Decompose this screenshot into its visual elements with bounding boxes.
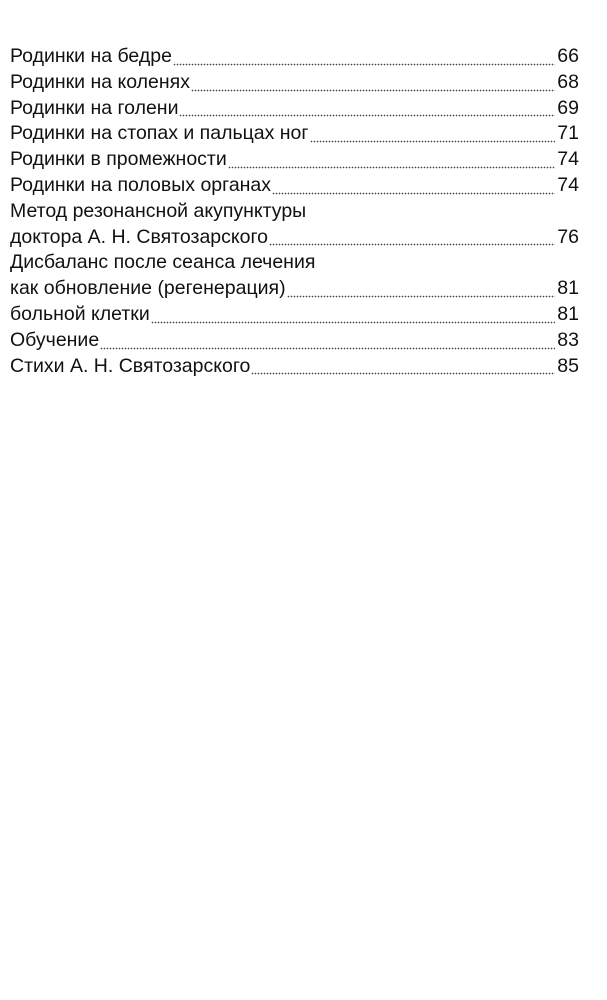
toc-title: как обновление (регенерация) (10, 277, 286, 300)
toc-page-number: 76 (557, 225, 579, 248)
toc-line (10, 276, 579, 302)
toc-title: Родинки на половых органах (10, 173, 272, 196)
toc-page-number: 66 (557, 45, 579, 67)
toc-title: Родинки на коленях (10, 70, 190, 93)
toc-line (10, 121, 579, 147)
toc-page-number: 69 (557, 96, 579, 119)
dot-leader (100, 345, 555, 350)
toc-title: Родинки на стопах и пальцах ног (10, 122, 309, 145)
toc-page-number: 85 (557, 354, 579, 377)
toc-entry-diseased-cell[interactable] (10, 302, 579, 328)
dot-leader (179, 112, 555, 117)
toc-page-number: 74 (557, 148, 579, 171)
dot-leader (287, 293, 556, 298)
toc-line (10, 96, 579, 122)
toc-line (10, 328, 579, 354)
toc-line (10, 225, 579, 251)
toc-page-number: 83 (557, 328, 579, 351)
toc-title: доктора А. Н. Святозарского (10, 225, 269, 248)
toc-page-number: 74 (557, 173, 579, 196)
toc-line (10, 250, 579, 276)
toc-line (10, 147, 579, 173)
toc-title: Обучение (10, 328, 100, 351)
toc-entry-training[interactable] (10, 328, 579, 354)
dot-leader (228, 164, 556, 169)
toc-line (10, 302, 579, 328)
toc-page-number: 71 (557, 122, 579, 145)
dot-leader (269, 241, 555, 246)
toc-entry-resonance-acupuncture[interactable] (10, 199, 579, 251)
toc-line (10, 199, 579, 225)
toc-entry-moles-knees[interactable] (10, 70, 579, 96)
table-of-contents (10, 44, 579, 379)
toc-title: больной клетки (10, 302, 150, 325)
toc-line (10, 354, 579, 380)
toc-line (10, 70, 579, 96)
toc-line (10, 173, 579, 199)
dot-leader (251, 370, 555, 375)
toc-entry-moles-perineum[interactable] (10, 147, 579, 173)
toc-title: Метод резонансной акупунктуры (10, 199, 307, 222)
toc-entry-moles-feet-toes[interactable] (10, 121, 579, 147)
toc-entry-poems[interactable] (10, 354, 579, 380)
toc-title: Стихи А. Н. Святозарского (10, 354, 251, 377)
dot-leader (191, 87, 555, 92)
toc-entry-moles-thigh[interactable] (10, 44, 579, 70)
toc-title: Родинки на голени (10, 96, 179, 119)
toc-page-number: 81 (557, 277, 579, 300)
toc-page-number: 81 (557, 302, 579, 325)
toc-entry-moles-shin[interactable] (10, 96, 579, 122)
toc-title: Родинки в промежности (10, 148, 227, 171)
toc-entry-imbalance-after-session[interactable] (10, 250, 579, 302)
toc-line (10, 44, 579, 70)
dot-leader (310, 138, 556, 143)
toc-entry-moles-genitals[interactable] (10, 173, 579, 199)
toc-title: Родинки на бедре (10, 45, 172, 67)
toc-title: Дисбаланс после сеанса лечения (10, 251, 316, 274)
dot-leader (173, 61, 555, 66)
toc-page-number: 68 (557, 70, 579, 93)
dot-leader (151, 319, 556, 324)
dot-leader (272, 190, 555, 195)
